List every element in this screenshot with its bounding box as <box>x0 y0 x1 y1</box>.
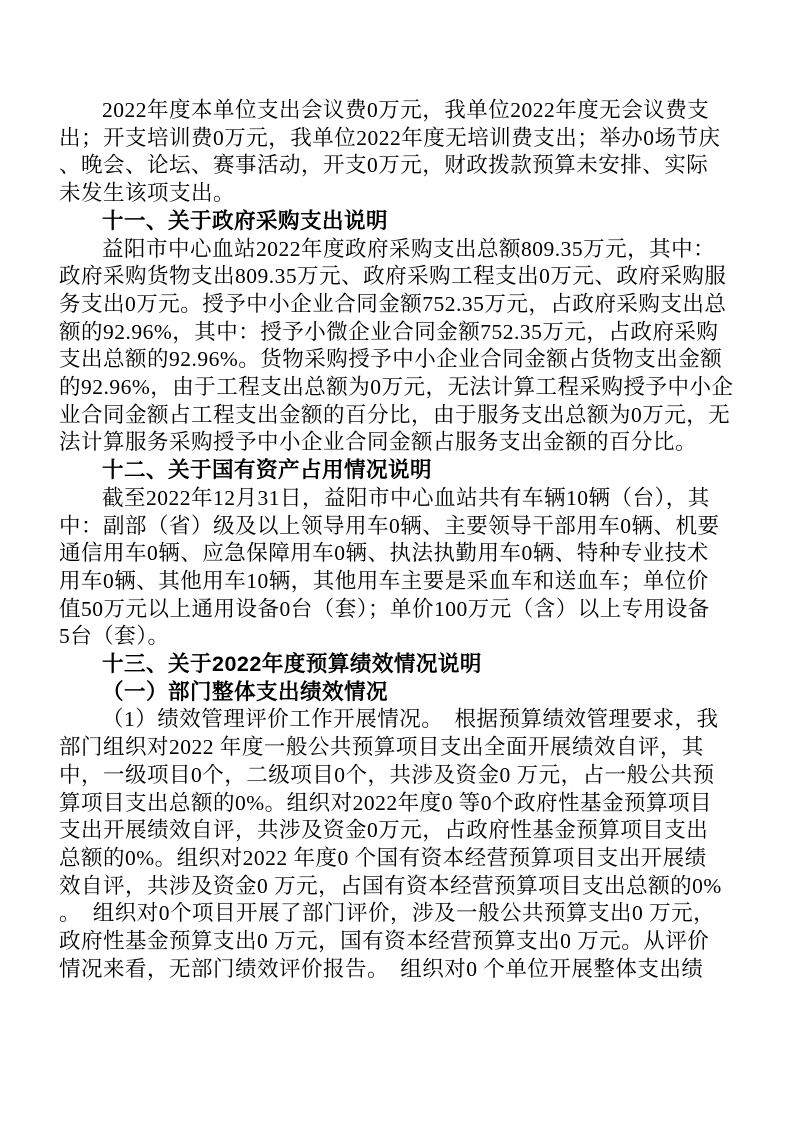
paragraph-line: 算项目支出总额的0%。组织对2022年度0 等0个政府性基金预算项目 <box>59 790 713 815</box>
paragraph-line: （1）绩效管理评价工作开展情况。 根据预算绩效管理要求，我 <box>102 707 719 732</box>
paragraph-line: 2022年度本单位支出会议费0万元，我单位2022年度无会议费支 <box>102 98 710 122</box>
paragraph-line: 中：副部（省）级及以上领导用车0辆、主要领导干部用车0辆、机要 <box>59 513 720 538</box>
document-content <box>59 97 734 984</box>
paragraph-line: 截至2022年12月31日，益阳市中心血站共有车辆10辆（台），其 <box>102 485 710 510</box>
paragraph-line: 通信用车0辆、应急保障用车0辆、执法执勤用车0辆、特种专业技术 <box>59 541 709 566</box>
paragraph-line: 益阳市中心血站2022年度政府采购支出总额809.35万元，其中： <box>102 236 716 261</box>
subsection-heading-overall-performance: （一）部门整体支出绩效情况 <box>102 679 389 704</box>
paragraph-line: 效自评，共涉及资金0 万元，占国有资本经营预算项目支出总额的0% <box>59 873 722 898</box>
paragraph-line: 支出总额的92.96%。货物采购授予中小企业合同金额占货物支出金额 <box>59 347 723 372</box>
section-heading-budget-performance: 十三、关于2022年度预算绩效情况说明 <box>102 652 482 677</box>
paragraph-line: 的92.96%，由于工程支出总额为0万元，无法计算工程采购授予中小企 <box>59 375 734 400</box>
paragraph-line: 总额的0%。组织对2022 年度0 个国有资本经营预算项目支出开展绩 <box>59 845 707 870</box>
paragraph-line: 业合同金额占工程支出金额的百分比，由于服务支出总额为0万元，无 <box>59 402 731 427</box>
paragraph-line: 中，一级项目0个，二级项目0个，共涉及资金0 万元，占一般公共预 <box>59 762 715 787</box>
paragraph-line: 法计算服务采购授予中小企业合同金额占服务支出金额的百分比。 <box>59 430 698 455</box>
paragraph-line: 未发生该项支出。 <box>59 181 236 206</box>
paragraph-line: 政府性基金预算支出0 万元，国有资本经营预算支出0 万元。从评价 <box>59 929 710 954</box>
section-heading-procurement: 十一、关于政府采购支出说明 <box>102 208 389 233</box>
paragraph-line: 值50万元以上通用设备0台（套）；单价100万元（含）以上专用设备 <box>59 596 710 621</box>
section-heading-state-assets: 十二、关于国有资产占用情况说明 <box>102 458 433 483</box>
paragraph-line: 情况来看，无部门绩效评价报告。 组织对0 个单位开展整体支出绩 <box>59 956 704 981</box>
paragraph-line: 额的92.96%，其中：授予小微企业合同金额752.35万元，占政府采购 <box>59 319 719 344</box>
paragraph-line: 出；开支培训费0万元，我单位2022年度无培训费支出；举办0场节庆 <box>59 125 721 150</box>
paragraph-line: 用车0辆、其他用车10辆，其他用车主要是采血车和送血车；单位价 <box>59 568 709 593</box>
paragraph-line: 政府采购货物支出809.35万元、政府采购工程支出0万元、政府采购服 <box>59 264 727 289</box>
paragraph-line: 、晚会、论坛、赛事活动，开支0万元，财政拨款预算未安排、实际 <box>59 153 709 178</box>
paragraph-line: 。 组织对0个项目开展了部门评价，涉及一般公共预算支出0 万元， <box>59 901 716 926</box>
paragraph-line: 部门组织对2022 年度一般公共预算项目支出全面开展绩效自评，其 <box>59 735 704 760</box>
paragraph-line: 5台（套）。 <box>59 624 170 649</box>
paragraph-line: 务支出0万元。授予中小企业合同金额752.35万元，占政府采购支出总 <box>59 291 727 316</box>
paragraph-line: 支出开展绩效自评，共涉及资金0万元，占政府性基金预算项目支出 <box>59 818 709 843</box>
